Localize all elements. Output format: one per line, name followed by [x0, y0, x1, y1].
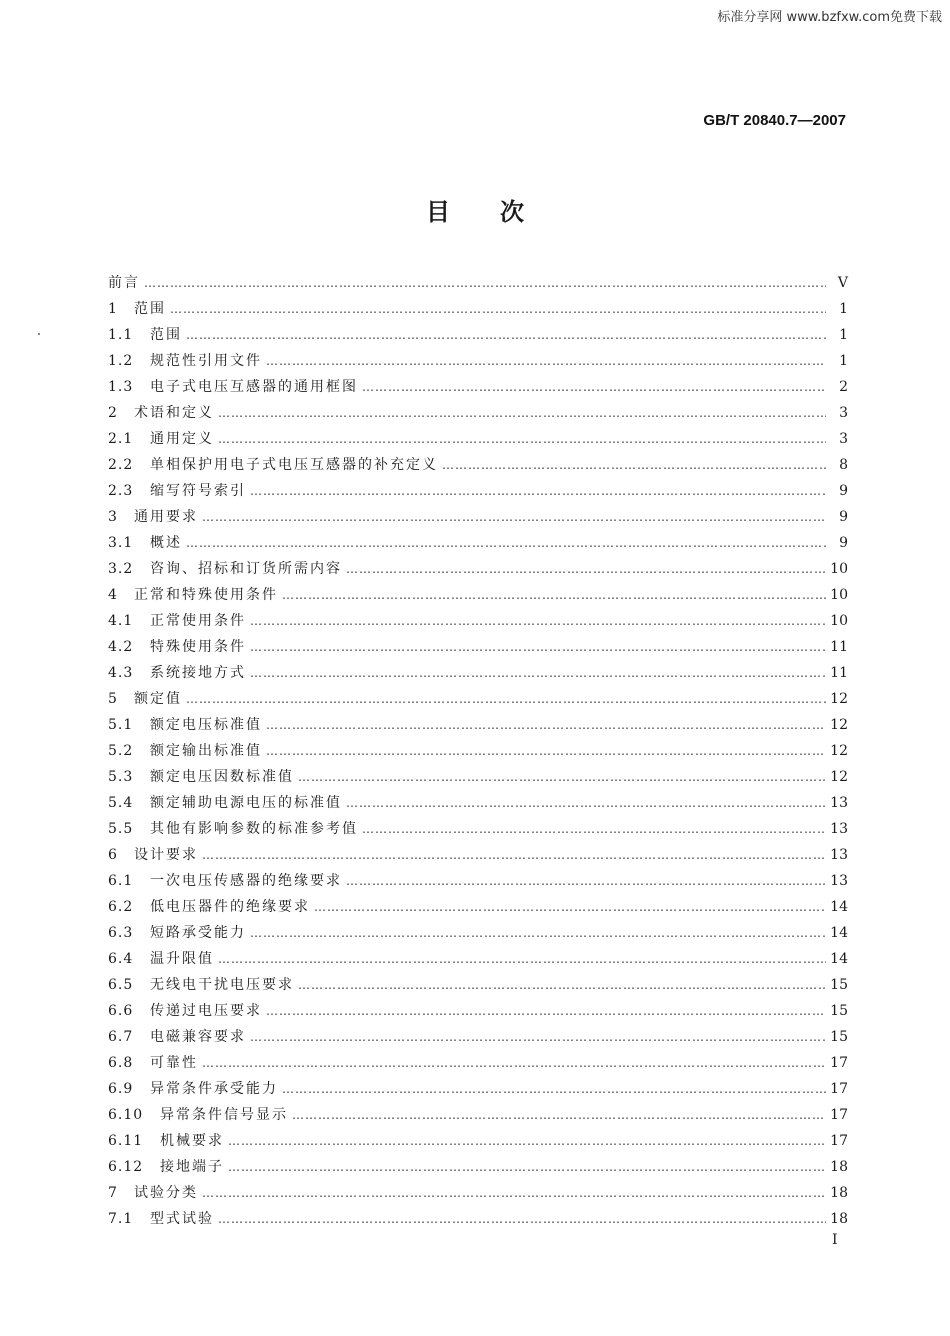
toc-entry-page: 14 — [830, 925, 848, 941]
toc-dot-leader — [266, 712, 826, 738]
toc-dot-leader — [298, 972, 826, 998]
toc-entry[interactable] — [108, 998, 848, 1024]
toc-entry-number: 5.1 — [108, 717, 134, 733]
toc-entry[interactable] — [108, 1128, 848, 1154]
toc-entry-label: 温升限值 — [150, 951, 214, 967]
toc-entry-label: 低电压器件的绝缘要求 — [150, 899, 310, 915]
toc-entry-number: 7.1 — [108, 1211, 134, 1227]
toc-entry-number: 4.1 — [108, 613, 134, 629]
toc-entry-number: 6.3 — [108, 925, 134, 941]
toc-dot-leader — [266, 348, 826, 374]
toc-dot-leader — [266, 738, 826, 764]
toc-entry[interactable] — [108, 712, 848, 738]
toc-dot-leader — [228, 1128, 826, 1154]
toc-entry-label: 试验分类 — [134, 1185, 198, 1201]
toc-entry[interactable] — [108, 920, 848, 946]
toc-entry-page: 3 — [839, 431, 848, 447]
toc-entry-label: 电磁兼容要求 — [150, 1029, 246, 1045]
toc-entry[interactable] — [108, 322, 848, 348]
toc-dot-leader — [250, 920, 826, 946]
toc-entry[interactable] — [108, 452, 848, 478]
toc-entry-page: 1 — [839, 301, 848, 317]
toc-entry[interactable] — [108, 686, 848, 712]
toc-entry[interactable] — [108, 1154, 848, 1180]
toc-entry-number: 4 — [108, 587, 118, 603]
toc-entry-number: 3.2 — [108, 561, 134, 577]
toc-entry[interactable] — [108, 842, 848, 868]
toc-dot-leader — [282, 582, 826, 608]
toc-dot-leader — [228, 1154, 826, 1180]
toc-entry-page: 13 — [830, 873, 848, 889]
toc-entry-page: 11 — [830, 639, 848, 655]
toc-entry-page: 14 — [830, 951, 848, 967]
toc-entry[interactable] — [108, 1024, 848, 1050]
toc-entry-label: 范围 — [150, 327, 182, 343]
table-of-contents — [108, 270, 848, 1232]
toc-entry-label: 规范性引用文件 — [150, 353, 262, 369]
toc-dot-leader — [362, 816, 826, 842]
toc-entry-number: 1.3 — [108, 379, 134, 395]
toc-entry-number: 2.2 — [108, 457, 134, 473]
toc-entry-label: 额定输出标准值 — [150, 743, 262, 759]
toc-entry[interactable] — [108, 296, 848, 322]
toc-entry[interactable] — [108, 868, 848, 894]
toc-dot-leader — [250, 608, 826, 634]
toc-entry-number: 1 — [108, 301, 118, 317]
toc-dot-leader — [250, 1024, 826, 1050]
toc-dot-leader — [298, 764, 826, 790]
toc-entry-page: 1 — [839, 353, 848, 369]
toc-entry[interactable] — [108, 1076, 848, 1102]
toc-dot-leader — [362, 374, 826, 400]
toc-entry-page: 13 — [830, 821, 848, 837]
toc-entry-page: 3 — [839, 405, 848, 421]
toc-entry-number: 2 — [108, 405, 118, 421]
toc-entry[interactable] — [108, 894, 848, 920]
toc-entry-number: 6.11 — [108, 1133, 144, 1149]
toc-entry-number: 6.1 — [108, 873, 134, 889]
toc-entry-number: 6 — [108, 847, 118, 863]
toc-entry-label: 额定辅助电源电压的标准值 — [150, 795, 342, 811]
toc-entry[interactable] — [108, 426, 848, 452]
toc-entry[interactable] — [108, 790, 848, 816]
toc-entry[interactable] — [108, 738, 848, 764]
toc-entry-page: 15 — [830, 977, 848, 993]
toc-entry[interactable] — [108, 504, 848, 530]
toc-entry[interactable] — [108, 478, 848, 504]
toc-entry-label: 特殊使用条件 — [150, 639, 246, 655]
toc-dot-leader — [442, 452, 826, 478]
toc-entry-label: 设计要求 — [134, 847, 198, 863]
toc-entry[interactable] — [108, 972, 848, 998]
toc-entry-label: 通用定义 — [150, 431, 214, 447]
toc-entry-label: 机械要求 — [160, 1133, 224, 1149]
toc-dot-leader — [202, 1180, 826, 1206]
toc-entry-page: 12 — [830, 717, 848, 733]
toc-dot-leader — [218, 946, 826, 972]
toc-dot-leader — [250, 634, 826, 660]
toc-dot-leader — [202, 1050, 826, 1076]
toc-entry-label: 额定值 — [134, 691, 182, 707]
scan-speck — [38, 333, 40, 335]
toc-entry[interactable] — [108, 348, 848, 374]
toc-entry[interactable] — [108, 400, 848, 426]
toc-entry-page: 14 — [830, 899, 848, 915]
toc-entry-label: 单相保护用电子式电压互感器的补充定义 — [150, 457, 438, 473]
toc-dot-leader — [250, 660, 826, 686]
toc-entry-number: 6.4 — [108, 951, 134, 967]
toc-entry[interactable] — [108, 660, 848, 686]
toc-dot-leader — [218, 1206, 826, 1232]
toc-dot-leader — [144, 270, 826, 296]
toc-entry-number: 6.9 — [108, 1081, 134, 1097]
toc-entry-number: 7 — [108, 1185, 118, 1201]
toc-entry[interactable] — [108, 1206, 848, 1232]
toc-dot-leader — [250, 478, 826, 504]
toc-entry[interactable] — [108, 608, 848, 634]
toc-entry-label: 额定电压因数标准值 — [150, 769, 294, 785]
toc-entry-page: 10 — [830, 561, 848, 577]
toc-entry-page: 11 — [830, 665, 848, 681]
toc-entry-page: 17 — [830, 1107, 848, 1123]
toc-entry-label: 系统接地方式 — [150, 665, 246, 681]
watermark-text: 标准分享网 www.bzfxw.com免费下载 — [717, 10, 942, 25]
toc-entry[interactable] — [108, 816, 848, 842]
toc-entry-number: 5.2 — [108, 743, 134, 759]
toc-entry-page: 12 — [830, 691, 848, 707]
toc-entry-label: 前言 — [108, 275, 140, 291]
toc-entry-number: 2.3 — [108, 483, 134, 499]
toc-entry-page: 12 — [830, 743, 848, 759]
toc-entry-label: 缩写符号索引 — [150, 483, 246, 499]
toc-entry[interactable] — [108, 556, 848, 582]
toc-dot-leader — [186, 322, 826, 348]
toc-entry-page: 9 — [839, 535, 848, 551]
toc-entry-label: 电子式电压互感器的通用框图 — [150, 379, 358, 395]
toc-entry-label: 一次电压传感器的绝缘要求 — [150, 873, 342, 889]
toc-entry-number: 5.3 — [108, 769, 134, 785]
toc-entry-number: 5.5 — [108, 821, 134, 837]
toc-entry-page: 17 — [830, 1081, 848, 1097]
toc-entry[interactable] — [108, 1180, 848, 1206]
toc-entry-page: 17 — [830, 1133, 848, 1149]
toc-dot-leader — [186, 530, 826, 556]
toc-entry-page: 13 — [830, 847, 848, 863]
toc-dot-leader — [346, 790, 826, 816]
toc-entry-page: 8 — [839, 457, 848, 473]
toc-entry-page: 9 — [839, 509, 848, 525]
toc-entry-page: 12 — [830, 769, 848, 785]
toc-dot-leader — [202, 504, 826, 530]
toc-entry-label: 额定电压标准值 — [150, 717, 262, 733]
toc-entry-number: 6.6 — [108, 1003, 134, 1019]
toc-dot-leader — [292, 1102, 826, 1128]
toc-entry-number: 6.5 — [108, 977, 134, 993]
toc-entry-label: 异常条件承受能力 — [150, 1081, 278, 1097]
toc-entry-page: 15 — [830, 1029, 848, 1045]
toc-dot-leader — [346, 868, 826, 894]
toc-entry-label: 正常使用条件 — [150, 613, 246, 629]
toc-entry-page: 1 — [839, 327, 848, 343]
toc-entry[interactable] — [108, 1050, 848, 1076]
toc-entry-number: 2.1 — [108, 431, 134, 447]
toc-entry-page: 18 — [830, 1211, 848, 1227]
toc-entry-page: 18 — [830, 1185, 848, 1201]
page-title: 目次 — [426, 198, 574, 226]
toc-dot-leader — [218, 426, 826, 452]
toc-entry-label: 正常和特殊使用条件 — [134, 587, 278, 603]
toc-dot-leader — [282, 1076, 826, 1102]
toc-entry-number: 5 — [108, 691, 118, 707]
toc-entry[interactable] — [108, 270, 848, 296]
toc-entry-label: 其他有影响参数的标准参考值 — [150, 821, 358, 837]
toc-entry-label: 传递过电压要求 — [150, 1003, 262, 1019]
toc-entry[interactable] — [108, 634, 848, 660]
toc-entry-number: 4.3 — [108, 665, 134, 681]
standard-number: GB/T 20840.7—2007 — [703, 112, 846, 129]
toc-entry-number: 3 — [108, 509, 118, 525]
toc-entry-number: 5.4 — [108, 795, 134, 811]
toc-dot-leader — [186, 686, 826, 712]
toc-dot-leader — [314, 894, 826, 920]
toc-entry-label: 无线电干扰电压要求 — [150, 977, 294, 993]
toc-dot-leader — [202, 842, 826, 868]
toc-entry-page: 15 — [830, 1003, 848, 1019]
toc-entry-label: 短路承受能力 — [150, 925, 246, 941]
toc-entry[interactable] — [108, 764, 848, 790]
toc-entry-number: 6.2 — [108, 899, 134, 915]
toc-entry-page: 10 — [830, 587, 848, 603]
toc-entry-page: 10 — [830, 613, 848, 629]
toc-entry-page: V — [837, 275, 848, 291]
toc-entry-number: 1.2 — [108, 353, 134, 369]
toc-entry-number: 6.12 — [108, 1159, 144, 1175]
toc-entry-number: 4.2 — [108, 639, 134, 655]
toc-entry-page: 17 — [830, 1055, 848, 1071]
toc-entry-label: 可靠性 — [150, 1055, 198, 1071]
toc-entry[interactable] — [108, 946, 848, 972]
toc-entry-page: 9 — [839, 483, 848, 499]
toc-entry-page: 2 — [839, 379, 848, 395]
toc-dot-leader — [346, 556, 826, 582]
toc-entry-label: 异常条件信号显示 — [160, 1107, 288, 1123]
toc-entry[interactable] — [108, 582, 848, 608]
toc-entry-page: 13 — [830, 795, 848, 811]
toc-entry[interactable] — [108, 1102, 848, 1128]
toc-entry-label: 接地端子 — [160, 1159, 224, 1175]
toc-entry-page: 18 — [830, 1159, 848, 1175]
toc-entry-number: 6.10 — [108, 1107, 144, 1123]
toc-dot-leader — [218, 400, 826, 426]
toc-entry-label: 概述 — [150, 535, 182, 551]
page-number: I — [832, 1232, 838, 1248]
toc-entry-label: 范围 — [134, 301, 166, 317]
toc-dot-leader — [170, 296, 826, 322]
toc-entry[interactable] — [108, 374, 848, 400]
toc-entry-label: 型式试验 — [150, 1211, 214, 1227]
toc-entry-number: 3.1 — [108, 535, 134, 551]
toc-entry-label: 术语和定义 — [134, 405, 214, 421]
toc-entry-label: 通用要求 — [134, 509, 198, 525]
toc-dot-leader — [266, 998, 826, 1024]
toc-entry-number: 1.1 — [108, 327, 134, 343]
toc-entry-number: 6.8 — [108, 1055, 134, 1071]
toc-entry-label: 咨询、招标和订货所需内容 — [150, 561, 342, 577]
toc-entry-number: 6.7 — [108, 1029, 134, 1045]
toc-entry[interactable] — [108, 530, 848, 556]
